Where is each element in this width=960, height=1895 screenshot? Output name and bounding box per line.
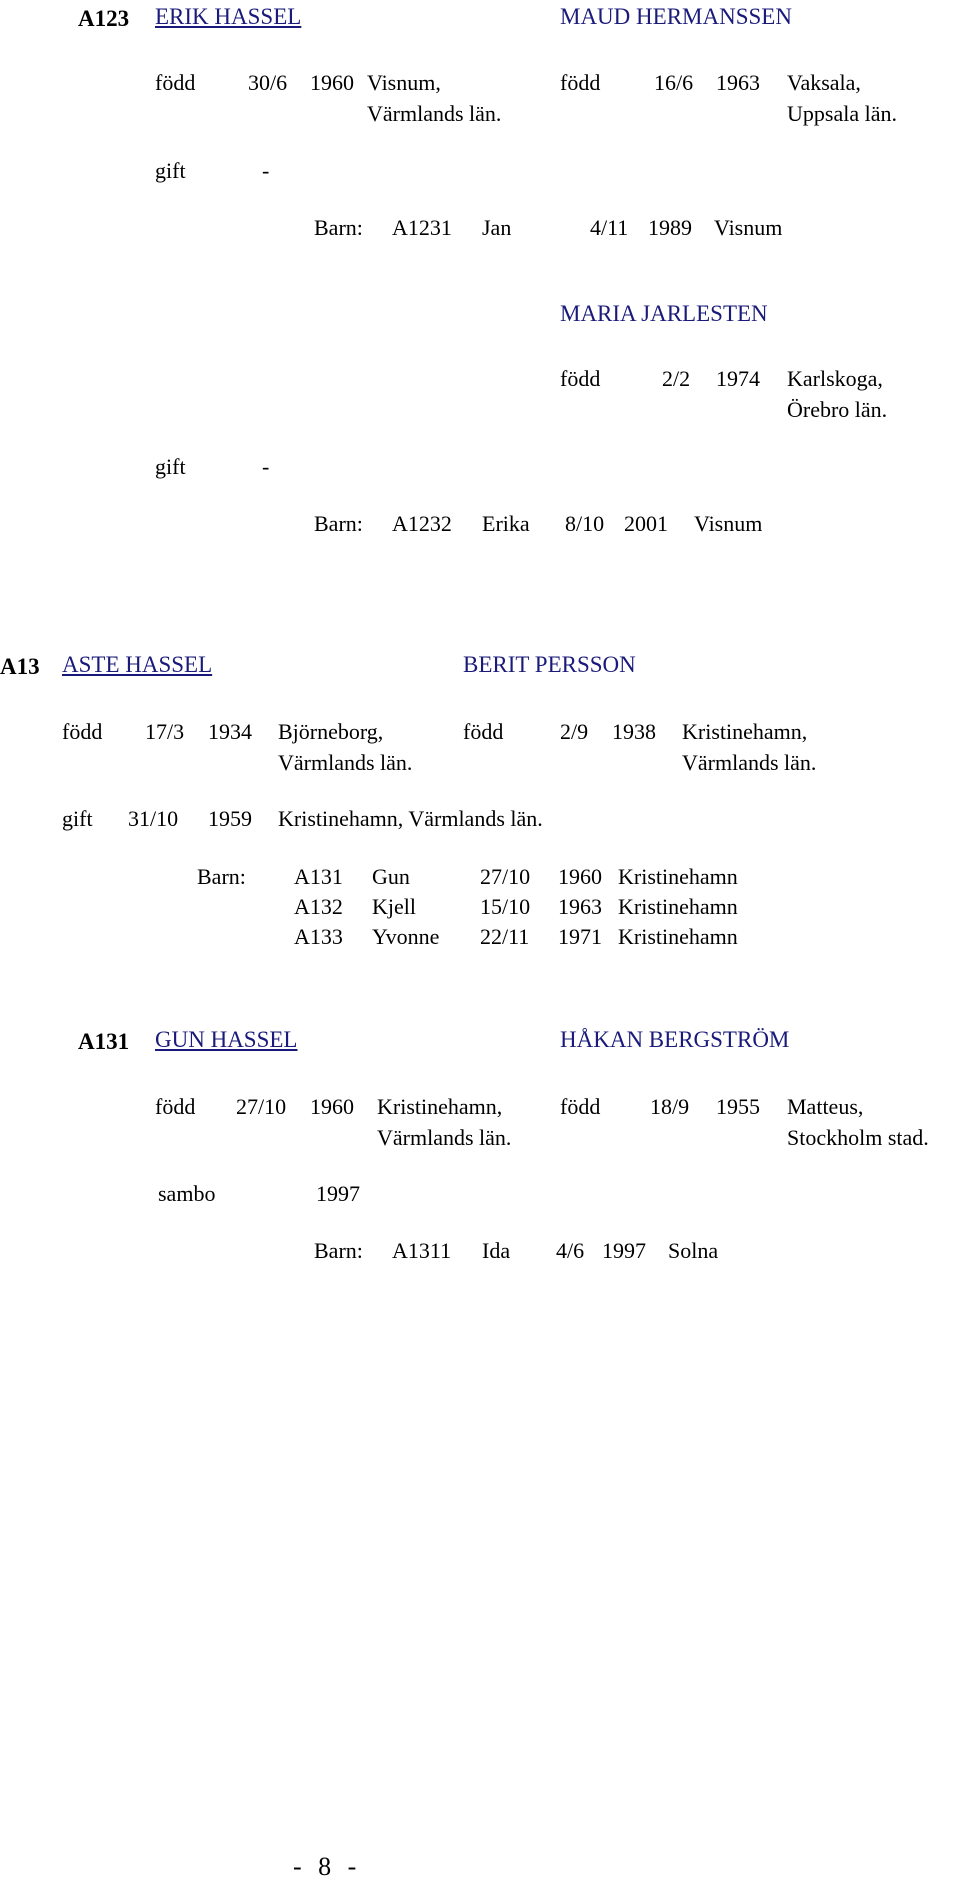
- wife-birth-date: 16/6: [654, 70, 694, 95]
- second-partner-birth-year: 1974: [716, 366, 760, 391]
- husband-birth-label: född: [155, 70, 196, 95]
- second-marriage-label: gift: [155, 454, 186, 479]
- child-year: 1963: [558, 894, 602, 919]
- children-label: Barn:: [314, 511, 363, 536]
- wife-name: MAUD HERMANSSEN: [560, 4, 792, 29]
- children-label: Barn:: [314, 215, 363, 240]
- child-year: 1971: [558, 924, 602, 949]
- child-name: Gun: [372, 864, 410, 889]
- wife-birth-region: Värmlands län.: [682, 750, 817, 775]
- wife-name: BERIT PERSSON: [463, 652, 636, 677]
- marriage-year: 1959: [208, 806, 252, 831]
- husband-birth-date: 30/6: [248, 70, 288, 95]
- marriage-label: gift: [155, 158, 186, 183]
- family-id: A123: [78, 6, 130, 31]
- child-place: Kristinehamn: [618, 864, 738, 889]
- children-label: Barn:: [314, 1238, 363, 1263]
- child-id: A131: [294, 864, 343, 889]
- child-place: Kristinehamn: [618, 894, 738, 919]
- husband-birth-label: född: [155, 1094, 196, 1119]
- wife-birth-label: född: [463, 719, 504, 744]
- husband-birth-place: Kristinehamn,: [377, 1094, 503, 1119]
- child-place: Solna: [668, 1238, 719, 1263]
- child-date: 15/10: [480, 894, 531, 919]
- wife-birth-place: Vaksala,: [787, 70, 861, 95]
- wife-birth-place: Matteus,: [787, 1094, 864, 1119]
- family-id: A131: [78, 1029, 130, 1054]
- child-name: Yvonne: [372, 924, 440, 949]
- wife-birth-year: 1955: [716, 1094, 760, 1119]
- child-year: 2001: [624, 511, 668, 536]
- husband-birth-year: 1960: [310, 1094, 354, 1119]
- second-partner-birth-date: 2/2: [662, 366, 691, 391]
- page-number: - 8 -: [293, 1852, 357, 1881]
- husband-name-link[interactable]: ERIK HASSEL: [155, 4, 302, 29]
- husband-birth-year: 1960: [310, 70, 354, 95]
- child-name: Erika: [482, 511, 530, 536]
- child-date: 4/6: [556, 1238, 585, 1263]
- husband-birth-place: Visnum,: [367, 70, 441, 95]
- child-id: A1231: [392, 215, 452, 240]
- wife-birth-date: 2/9: [560, 719, 589, 744]
- child-year: 1989: [648, 215, 692, 240]
- husband-birth-region: Värmlands län.: [377, 1125, 512, 1150]
- marriage-year: 1997: [316, 1181, 360, 1206]
- second-partner-birth-label: född: [560, 366, 601, 391]
- child-year: 1960: [558, 864, 602, 889]
- wife-birth-label: född: [560, 1094, 601, 1119]
- child-id: A1311: [392, 1238, 452, 1263]
- marriage-place: Kristinehamn, Värmlands län.: [278, 806, 543, 831]
- wife-birth-year: 1938: [612, 719, 656, 744]
- second-marriage-value: -: [262, 454, 270, 479]
- child-place: Visnum: [714, 215, 783, 240]
- child-date: 22/11: [480, 924, 530, 949]
- wife-birth-date: 18/9: [650, 1094, 690, 1119]
- child-place: Kristinehamn: [618, 924, 738, 949]
- family-id: A13: [0, 654, 40, 679]
- child-id: A1232: [392, 511, 452, 536]
- child-date: 4/11: [590, 215, 629, 240]
- marriage-label: sambo: [158, 1181, 216, 1206]
- child-id: A133: [294, 924, 343, 949]
- second-partner-birth-region: Örebro län.: [787, 397, 888, 422]
- marriage-value: -: [262, 158, 270, 183]
- child-date: 8/10: [565, 511, 605, 536]
- husband-name-link[interactable]: ASTE HASSEL: [62, 652, 213, 677]
- marriage-date: 31/10: [128, 806, 179, 831]
- husband-birth-year: 1934: [208, 719, 252, 744]
- child-date: 27/10: [480, 864, 531, 889]
- husband-birth-date: 27/10: [236, 1094, 287, 1119]
- child-place: Visnum: [694, 511, 763, 536]
- child-name: Jan: [482, 215, 512, 240]
- children-label: Barn:: [197, 864, 246, 889]
- wife-birth-place: Kristinehamn,: [682, 719, 808, 744]
- marriage-label: gift: [62, 806, 93, 831]
- husband-birth-label: född: [62, 719, 103, 744]
- child-year: 1997: [602, 1238, 646, 1263]
- husband-name-link[interactable]: GUN HASSEL: [155, 1027, 298, 1052]
- wife-birth-region: Uppsala län.: [787, 101, 897, 126]
- second-partner-name: MARIA JARLESTEN: [560, 301, 768, 326]
- second-partner-birth-place: Karlskoga,: [787, 366, 883, 391]
- wife-name: HÅKAN BERGSTRÖM: [560, 1027, 790, 1052]
- husband-birth-region: Värmlands län.: [278, 750, 413, 775]
- husband-birth-place: Björneborg,: [278, 719, 384, 744]
- child-name: Ida: [482, 1238, 511, 1263]
- wife-birth-label: född: [560, 70, 601, 95]
- wife-birth-year: 1963: [716, 70, 760, 95]
- wife-birth-region: Stockholm stad.: [787, 1125, 929, 1150]
- child-id: A132: [294, 894, 343, 919]
- husband-birth-date: 17/3: [145, 719, 185, 744]
- child-name: Kjell: [372, 894, 416, 919]
- husband-birth-region: Värmlands län.: [367, 101, 502, 126]
